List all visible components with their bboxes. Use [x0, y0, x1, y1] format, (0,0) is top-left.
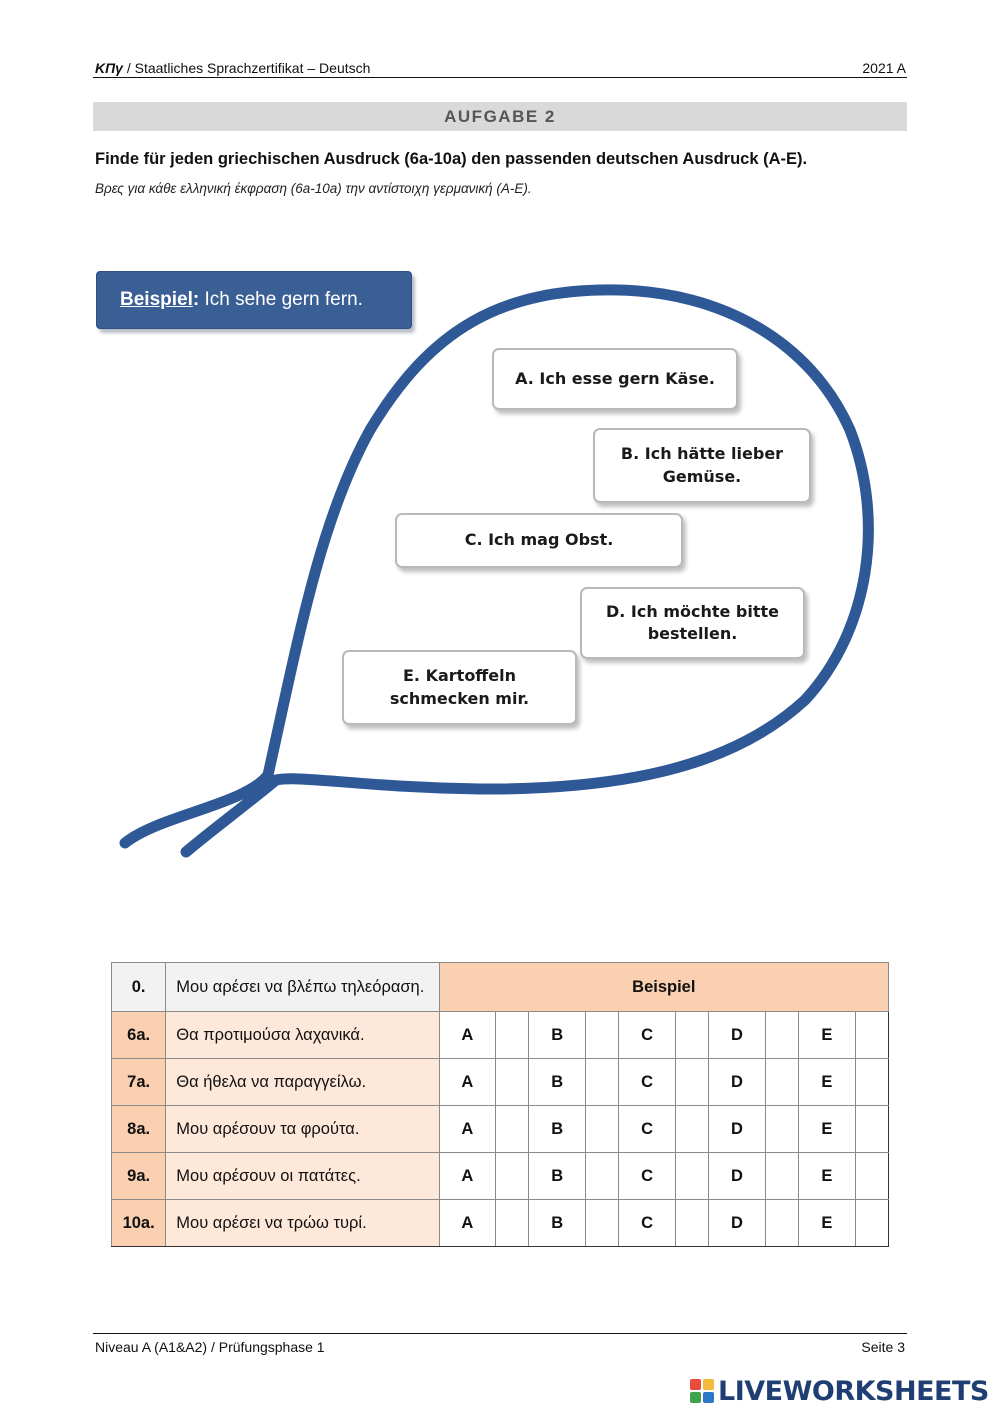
row-number: 0.: [112, 963, 166, 1012]
row-number: 8a.: [112, 1106, 166, 1153]
answer-option-a[interactable]: A: [439, 1106, 495, 1153]
answer-option-d[interactable]: D: [709, 1012, 765, 1059]
row-greek-text: Μου αρέσουν τα φρούτα.: [166, 1106, 439, 1153]
example-box: Beispiel: Ich sehe gern fern.: [96, 271, 412, 329]
answer-cell-d[interactable]: [765, 1200, 798, 1247]
answer-cell-c[interactable]: [675, 1059, 708, 1106]
option-card-b[interactable]: [593, 428, 811, 503]
liveworksheets-logo-text: LIVEWORKSHEETS: [718, 1375, 989, 1407]
answer-cell-a[interactable]: [496, 1106, 529, 1153]
example-label: Beispiel: [120, 289, 193, 310]
option-card-e-text: E. Kartoffeln schmecken mir.: [389, 666, 530, 708]
example-answer: Beispiel: [439, 963, 888, 1012]
answer-cell-b[interactable]: [585, 1200, 618, 1247]
answer-cell-d[interactable]: [765, 1106, 798, 1153]
row-number: 9a.: [112, 1153, 166, 1200]
option-card-e[interactable]: [342, 650, 577, 725]
answer-cell-e[interactable]: [855, 1153, 888, 1200]
answer-cell-a[interactable]: [496, 1153, 529, 1200]
row-greek-text: Θα προτιμούσα λαχανικά.: [166, 1012, 439, 1059]
answer-option-a[interactable]: A: [439, 1153, 495, 1200]
answer-option-c[interactable]: C: [619, 1012, 675, 1059]
answer-option-e[interactable]: E: [799, 1059, 855, 1106]
answer-cell-a[interactable]: [496, 1059, 529, 1106]
table-row: [112, 1106, 889, 1153]
footer-page-number: Seite 3: [861, 1339, 905, 1355]
answer-cell-c[interactable]: [675, 1200, 708, 1247]
header-title: / Staatliches Sprachzertifikat – Deutsch: [126, 60, 371, 76]
answer-option-d[interactable]: D: [709, 1153, 765, 1200]
answer-cell-c[interactable]: [675, 1153, 708, 1200]
task-title: AUFGABE 2: [93, 102, 907, 131]
answer-option-b[interactable]: B: [529, 1200, 585, 1247]
answer-cell-c[interactable]: [675, 1012, 708, 1059]
option-card-a[interactable]: [492, 348, 738, 410]
liveworksheets-logo[interactable]: [690, 1374, 990, 1408]
table-row: [112, 1153, 889, 1200]
answer-cell-e[interactable]: [855, 1200, 888, 1247]
answer-option-e[interactable]: E: [799, 1106, 855, 1153]
answer-option-c[interactable]: C: [619, 1106, 675, 1153]
answer-cell-e[interactable]: [855, 1106, 888, 1153]
page-footer: [93, 1333, 907, 1355]
table-row-example: [112, 963, 889, 1012]
footer-level: Niveau A (A1&A2) / Prüfungsphase 1: [95, 1339, 325, 1355]
answer-option-a[interactable]: A: [439, 1012, 495, 1059]
answer-option-d[interactable]: D: [709, 1059, 765, 1106]
header-brand: ΚΠγ: [95, 60, 123, 76]
answer-cell-e[interactable]: [855, 1012, 888, 1059]
answer-option-e[interactable]: E: [799, 1200, 855, 1247]
option-card-a-text: A. Ich esse gern Käse.: [515, 368, 715, 388]
answer-option-a[interactable]: A: [439, 1200, 495, 1247]
answer-option-e[interactable]: E: [799, 1012, 855, 1059]
answer-option-b[interactable]: B: [529, 1153, 585, 1200]
option-card-d[interactable]: [580, 587, 805, 659]
answer-option-b[interactable]: B: [529, 1106, 585, 1153]
answer-option-d[interactable]: D: [709, 1106, 765, 1153]
answer-cell-d[interactable]: [765, 1059, 798, 1106]
answer-option-c[interactable]: C: [619, 1200, 675, 1247]
liveworksheets-logo-icon: [690, 1379, 714, 1403]
answer-table: [111, 962, 889, 1247]
table-row: [112, 1059, 889, 1106]
table-row: [112, 1012, 889, 1059]
answer-cell-d[interactable]: [765, 1153, 798, 1200]
answer-option-d[interactable]: D: [709, 1200, 765, 1247]
row-number: 6a.: [112, 1012, 166, 1059]
row-number: 7a.: [112, 1059, 166, 1106]
row-greek-text: Μου αρέσουν οι πατάτες.: [166, 1153, 439, 1200]
answer-cell-b[interactable]: [585, 1012, 618, 1059]
answer-cell-b[interactable]: [585, 1106, 618, 1153]
option-card-b-text: B. Ich hätte lieber Gemüse.: [620, 444, 784, 486]
option-card-c-text: C. Ich mag Obst.: [464, 530, 614, 550]
row-greek-text: Θα ήθελα να παραγγείλω.: [166, 1059, 439, 1106]
header-edition: 2021 A: [862, 60, 906, 76]
answer-cell-c[interactable]: [675, 1106, 708, 1153]
row-greek-text: Μου αρέσει να τρώω τυρί.: [166, 1200, 439, 1247]
row-number: 10a.: [112, 1200, 166, 1247]
table-row: [112, 1200, 889, 1247]
answer-option-c[interactable]: C: [619, 1059, 675, 1106]
answer-option-c[interactable]: C: [619, 1153, 675, 1200]
answer-option-b[interactable]: B: [529, 1012, 585, 1059]
answer-cell-d[interactable]: [765, 1012, 798, 1059]
answer-cell-e[interactable]: [855, 1059, 888, 1106]
answer-option-b[interactable]: B: [529, 1059, 585, 1106]
instruction-german: Finde für jeden griechischen Ausdruck (6a-10a) den passenden deutschen Ausdruck (A-E).: [95, 150, 808, 168]
option-card-c[interactable]: [395, 513, 683, 568]
answer-option-a[interactable]: A: [439, 1059, 495, 1106]
answer-cell-a[interactable]: [496, 1012, 529, 1059]
option-card-d-text: D. Ich möchte bitte bestellen.: [605, 601, 780, 643]
answer-cell-b[interactable]: [585, 1059, 618, 1106]
example-text: Ich sehe gern fern.: [204, 289, 363, 310]
answer-option-e[interactable]: E: [799, 1153, 855, 1200]
answer-cell-a[interactable]: [496, 1200, 529, 1247]
answer-cell-b[interactable]: [585, 1153, 618, 1200]
instruction-greek: Βρες για κάθε ελληνική έκφραση (6a-10a) την αντίστοιχη γερμανική (A-E).: [95, 181, 532, 196]
row-greek-text: Μου αρέσει να βλέπω τηλεόραση.: [166, 963, 439, 1012]
